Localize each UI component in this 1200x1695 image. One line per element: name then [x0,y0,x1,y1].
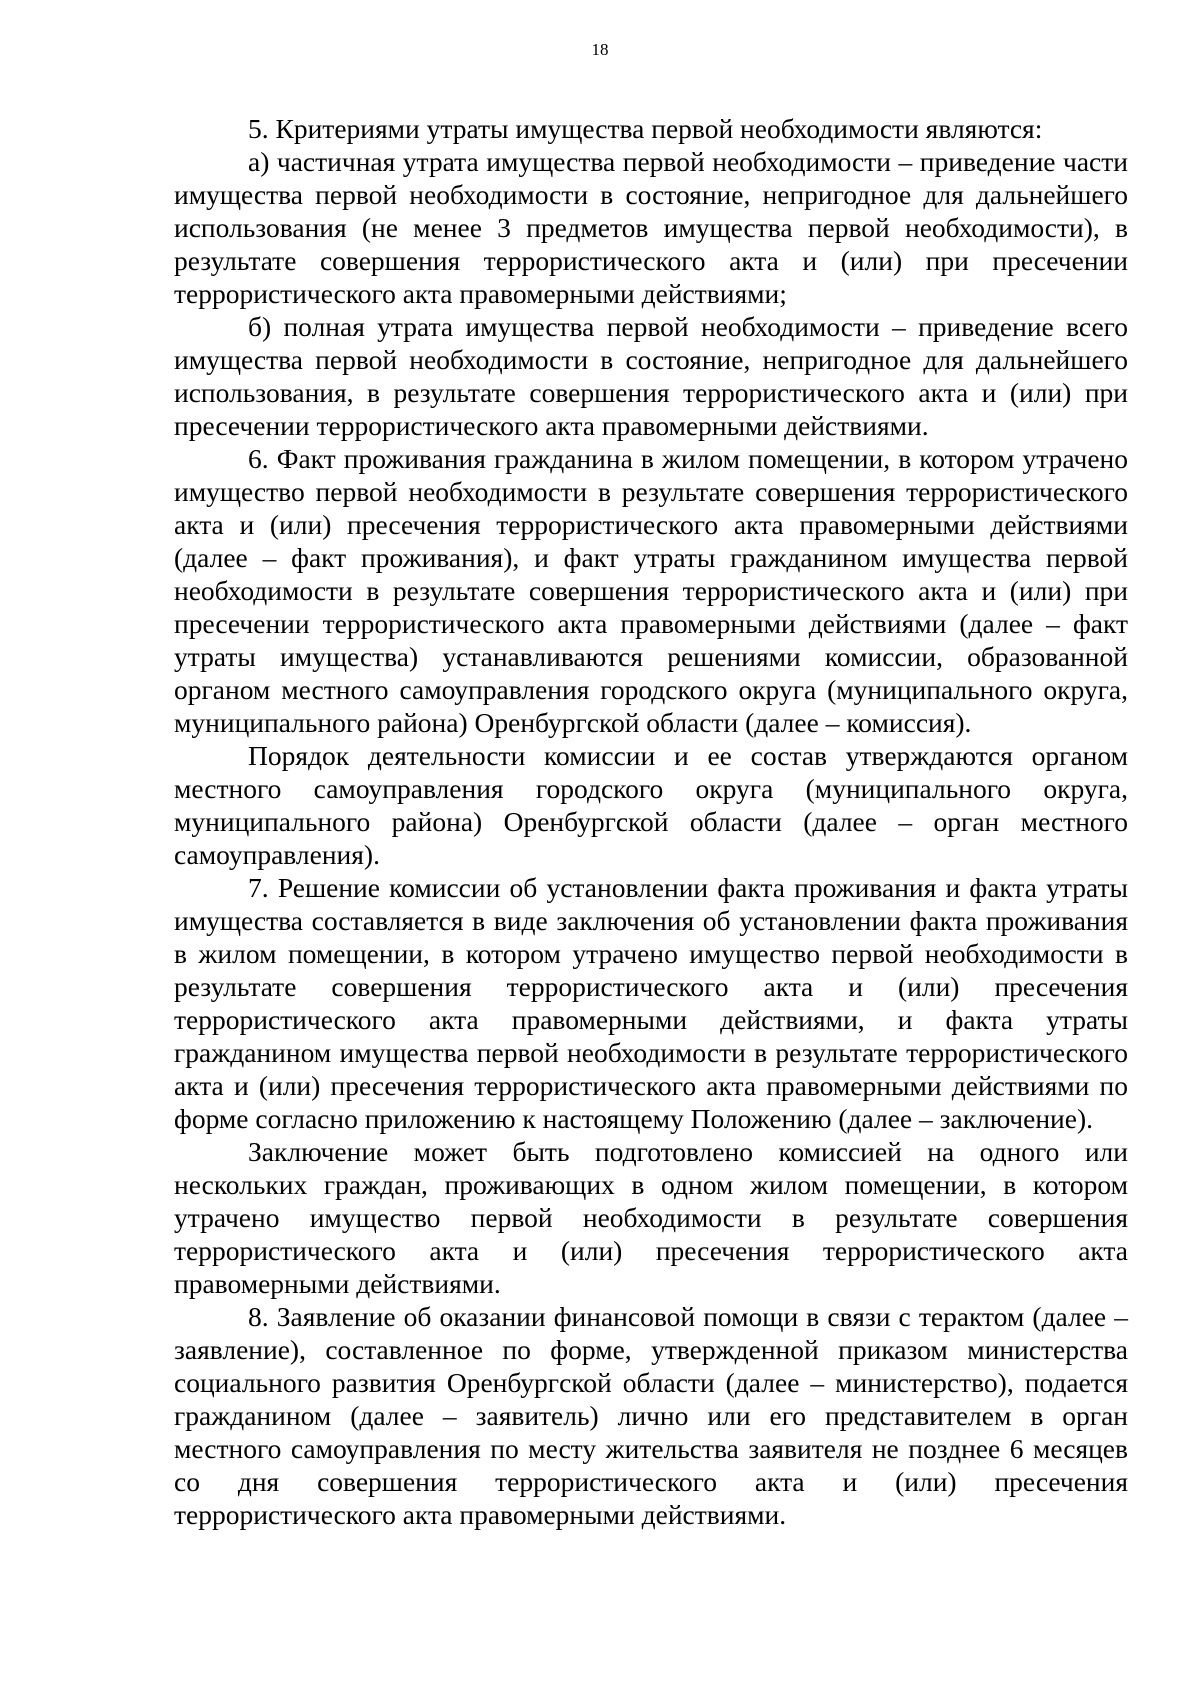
paragraph-full-loss: б) полная утрата имущества первой необходимости – приведение всего имущества первой необходимости в состояние, непригодное для дальнейшего использования, в результате совершения террористического акта и (или) при пресечении террористического акта правомерными действиями. [174,311,1128,441]
paragraph-conclusion: Заключение может быть подготовлено комиссией на одного или нескольких граждан, проживающих в одном жилом помещении, в котором утрачено имущество первой необходимости в результате совершения террористического акта и (или) пресечения террористического акта правомерными действиями. [174,1136,1128,1299]
document-body [174,112,1128,1531]
paragraph-application: 8. Заявление об оказании финансовой помощи в связи с терактом (далее – заявление), составленное по форме, утвержденной приказом министерства социального развития Оренбургской области (далее – министерство), подается гражданином (далее – заявитель) лично или его представителем в орган местного самоуправления по месту жительства заявителя не позднее 6 месяцев со дня совершения террористического акта и (или) пресечения террористического акта правомерными действиями. [174,1301,1128,1530]
paragraph-criteria-heading: 5. Критериями утраты имущества первой необходимости являются: [248,113,1043,144]
paragraph-partial-loss: а) частичная утрата имущества первой необходимости – приведение части имущества первой необходимости в состояние, непригодное для дальнейшего использования (не менее 3 предметов имущества первой необходимости), в результате совершения террористического акта и (или) при пресечении террористического акта правомерными действиями; [174,146,1128,309]
paragraph-commission-decision: 7. Решение комиссии об установлении факта проживания и факта утраты имущества составляется в виде заключения об установлении факта проживания в жилом помещении, в котором утрачено имущество первой необходимости в результате совершения террористического акта и (или) пресечения террористического акта правомерными действиями, и факта утраты гражданином имущества первой необходимости в результате террористического акта и (или) пресечения террористического акта правомерными действиями по форме согласно приложению к настоящему Положению (далее – заключение). [174,872,1128,1134]
page-number: 18 [591,40,609,59]
paragraph-residence-fact: 6. Факт проживания гражданина в жилом помещении, в котором утрачено имущество первой необходимости в результате совершения террористического акта и (или) пресечения террористического акта правомерными действиями (далее – факт проживания), и факт утраты гражданином имущества первой необходимости в результате совершения террористического акта и (или) при пресечении террористического акта правомерными действиями (далее – факт утраты имущества) устанавливаются решениями комиссии, образованной органом местного самоуправления городского округа (муниципального округа, муниципального района) Оренбургской области (далее – комиссия). [174,443,1128,738]
paragraph-commission-procedure: Порядок деятельности комиссии и ее состав утверждаются органом местного самоуправления городского округа (муниципального округа, муниципального района) Оренбургской области (далее – орган местного самоуправления). [174,740,1128,870]
